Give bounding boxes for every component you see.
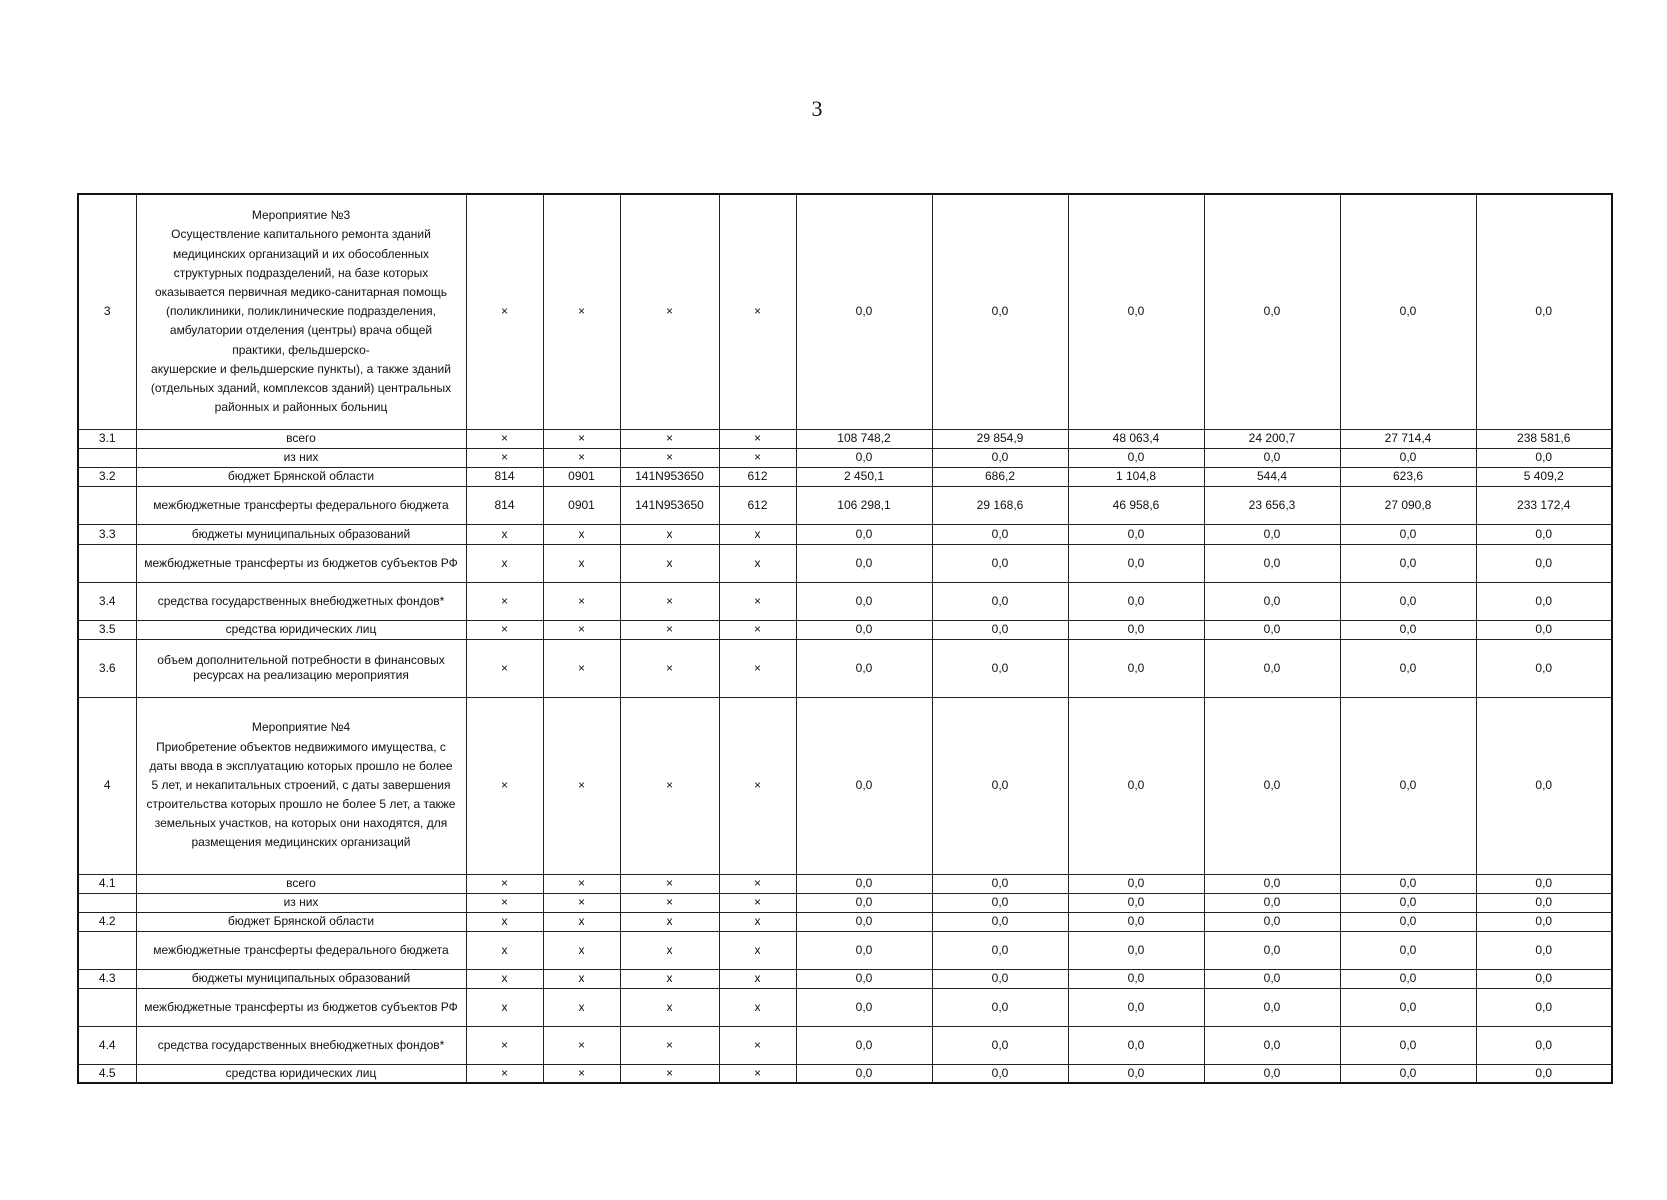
table-row bbox=[78, 969, 1612, 988]
cell-value: 0,0 bbox=[1068, 931, 1204, 969]
cell-glava: × bbox=[466, 1064, 543, 1083]
cell-glava: × bbox=[466, 874, 543, 893]
cell-kcsr: × bbox=[620, 582, 719, 620]
table-row bbox=[78, 524, 1612, 544]
cell-razdel: × bbox=[543, 620, 620, 639]
cell-razdel: x bbox=[543, 988, 620, 1026]
cell-glava: x bbox=[466, 988, 543, 1026]
cell-value: 0,0 bbox=[932, 1026, 1068, 1064]
cell-value: 0,0 bbox=[932, 931, 1068, 969]
cell-vr: × bbox=[719, 893, 796, 912]
table-row bbox=[78, 639, 1612, 697]
row-number bbox=[78, 544, 136, 582]
table-row bbox=[78, 429, 1612, 448]
row-number: 4 bbox=[78, 697, 136, 874]
row-number: 3.3 bbox=[78, 524, 136, 544]
cell-glava: x bbox=[466, 544, 543, 582]
cell-value: 0,0 bbox=[1068, 1064, 1204, 1083]
cell-razdel: × bbox=[543, 1026, 620, 1064]
cell-value: 0,0 bbox=[1340, 697, 1476, 874]
row-description: средства юридических лиц bbox=[136, 620, 466, 639]
cell-kcsr: 141N953650 bbox=[620, 486, 719, 524]
cell-vr: × bbox=[719, 448, 796, 467]
cell-value: 0,0 bbox=[1068, 988, 1204, 1026]
row-description: из них bbox=[136, 893, 466, 912]
cell-glava: × bbox=[466, 429, 543, 448]
cell-value: 0,0 bbox=[1068, 524, 1204, 544]
cell-vr: × bbox=[719, 639, 796, 697]
cell-value: 23 656,3 bbox=[1204, 486, 1340, 524]
cell-razdel: × bbox=[543, 639, 620, 697]
cell-value: 0,0 bbox=[796, 931, 932, 969]
cell-total: 233 172,4 bbox=[1476, 486, 1612, 524]
cell-glava: × bbox=[466, 1026, 543, 1064]
cell-value: 0,0 bbox=[1068, 582, 1204, 620]
row-number: 3.2 bbox=[78, 467, 136, 486]
table-row bbox=[78, 1026, 1612, 1064]
cell-value: 27 090,8 bbox=[1340, 486, 1476, 524]
cell-value: 0,0 bbox=[1340, 988, 1476, 1026]
cell-value: 0,0 bbox=[1204, 969, 1340, 988]
cell-value: 544,4 bbox=[1204, 467, 1340, 486]
cell-vr: × bbox=[719, 1026, 796, 1064]
cell-value: 0,0 bbox=[932, 194, 1068, 429]
cell-value: 1 104,8 bbox=[1068, 467, 1204, 486]
cell-value: 0,0 bbox=[1204, 893, 1340, 912]
cell-total: 0,0 bbox=[1476, 931, 1612, 969]
cell-value: 0,0 bbox=[796, 874, 932, 893]
cell-value: 24 200,7 bbox=[1204, 429, 1340, 448]
cell-kcsr: x bbox=[620, 969, 719, 988]
cell-value: 0,0 bbox=[1204, 448, 1340, 467]
cell-value: 29 854,9 bbox=[932, 429, 1068, 448]
cell-glava: × bbox=[466, 448, 543, 467]
cell-vr: 612 bbox=[719, 467, 796, 486]
table-row bbox=[78, 582, 1612, 620]
cell-total: 0,0 bbox=[1476, 544, 1612, 582]
cell-value: 0,0 bbox=[1340, 448, 1476, 467]
cell-razdel: × bbox=[543, 582, 620, 620]
cell-value: 0,0 bbox=[1340, 1064, 1476, 1083]
cell-value: 0,0 bbox=[1068, 912, 1204, 931]
cell-vr: × bbox=[719, 874, 796, 893]
cell-total: 0,0 bbox=[1476, 620, 1612, 639]
row-number: 3.4 bbox=[78, 582, 136, 620]
cell-value: 0,0 bbox=[796, 969, 932, 988]
cell-vr: × bbox=[719, 620, 796, 639]
cell-value: 0,0 bbox=[932, 524, 1068, 544]
row-number: 4.4 bbox=[78, 1026, 136, 1064]
table-row bbox=[78, 912, 1612, 931]
cell-value: 0,0 bbox=[796, 448, 932, 467]
table-row bbox=[78, 874, 1612, 893]
cell-glava: × bbox=[466, 893, 543, 912]
cell-kcsr: x bbox=[620, 988, 719, 1026]
table-row bbox=[78, 931, 1612, 969]
row-description: средства государственных внебюджетных фондов* bbox=[136, 1026, 466, 1064]
row-description: Мероприятие №4 Приобретение объектов недвижимого имущества, с даты ввода в эксплуатацию которых прошло не более 5 лет, и некапитальных строений, с даты завершения строительства которых прошло не более 5 лет, а также земельных участков, на которых они находятся, для размещения медицинских организаций bbox=[136, 697, 466, 874]
row-description: межбюджетные трансферты федерального бюджета bbox=[136, 931, 466, 969]
cell-value: 0,0 bbox=[796, 582, 932, 620]
cell-value: 0,0 bbox=[1340, 969, 1476, 988]
cell-value: 0,0 bbox=[1204, 639, 1340, 697]
cell-kcsr: × bbox=[620, 194, 719, 429]
cell-razdel: × bbox=[543, 893, 620, 912]
row-number bbox=[78, 448, 136, 467]
table-row bbox=[78, 620, 1612, 639]
row-description: из них bbox=[136, 448, 466, 467]
cell-vr: × bbox=[719, 697, 796, 874]
cell-value: 2 450,1 bbox=[796, 467, 932, 486]
cell-value: 0,0 bbox=[796, 988, 932, 1026]
cell-razdel: × bbox=[543, 874, 620, 893]
budget-table bbox=[77, 193, 1613, 1084]
cell-razdel: × bbox=[543, 448, 620, 467]
cell-value: 0,0 bbox=[1204, 544, 1340, 582]
cell-glava: × bbox=[466, 697, 543, 874]
cell-value: 0,0 bbox=[1340, 931, 1476, 969]
cell-value: 0,0 bbox=[1068, 639, 1204, 697]
cell-value: 0,0 bbox=[796, 912, 932, 931]
cell-glava: × bbox=[466, 582, 543, 620]
row-number bbox=[78, 931, 136, 969]
cell-value: 0,0 bbox=[796, 1064, 932, 1083]
cell-glava: x bbox=[466, 524, 543, 544]
cell-value: 0,0 bbox=[1068, 448, 1204, 467]
cell-value: 0,0 bbox=[1204, 620, 1340, 639]
cell-value: 48 063,4 bbox=[1068, 429, 1204, 448]
cell-value: 108 748,2 bbox=[796, 429, 932, 448]
cell-razdel: x bbox=[543, 931, 620, 969]
row-description: средства государственных внебюджетных фондов* bbox=[136, 582, 466, 620]
cell-glava: 814 bbox=[466, 486, 543, 524]
cell-total: 0,0 bbox=[1476, 874, 1612, 893]
table-row bbox=[78, 697, 1612, 874]
row-description: всего bbox=[136, 429, 466, 448]
cell-razdel: x bbox=[543, 912, 620, 931]
cell-value: 0,0 bbox=[1068, 194, 1204, 429]
table-row bbox=[78, 988, 1612, 1026]
cell-value: 0,0 bbox=[1340, 639, 1476, 697]
cell-value: 27 714,4 bbox=[1340, 429, 1476, 448]
cell-value: 0,0 bbox=[796, 893, 932, 912]
cell-value: 0,0 bbox=[1068, 1026, 1204, 1064]
cell-razdel: × bbox=[543, 1064, 620, 1083]
row-number: 4.2 bbox=[78, 912, 136, 931]
cell-glava: x bbox=[466, 969, 543, 988]
cell-total: 5 409,2 bbox=[1476, 467, 1612, 486]
cell-value: 686,2 bbox=[932, 467, 1068, 486]
cell-value: 0,0 bbox=[932, 912, 1068, 931]
table-row bbox=[78, 893, 1612, 912]
cell-value: 0,0 bbox=[796, 1026, 932, 1064]
table-row bbox=[78, 194, 1612, 429]
cell-value: 0,0 bbox=[932, 988, 1068, 1026]
table-row bbox=[78, 544, 1612, 582]
cell-glava: × bbox=[466, 194, 543, 429]
table-row bbox=[78, 1064, 1612, 1083]
row-number: 3 bbox=[78, 194, 136, 429]
cell-kcsr: × bbox=[620, 697, 719, 874]
cell-razdel: x bbox=[543, 544, 620, 582]
row-number bbox=[78, 486, 136, 524]
table-row bbox=[78, 448, 1612, 467]
row-description: бюджеты муниципальных образований bbox=[136, 969, 466, 988]
cell-value: 0,0 bbox=[1204, 194, 1340, 429]
cell-vr: × bbox=[719, 429, 796, 448]
cell-value: 0,0 bbox=[1068, 969, 1204, 988]
table-row bbox=[78, 467, 1612, 486]
cell-value: 0,0 bbox=[1204, 912, 1340, 931]
cell-glava: x bbox=[466, 931, 543, 969]
cell-kcsr: x bbox=[620, 912, 719, 931]
cell-value: 0,0 bbox=[1068, 874, 1204, 893]
cell-value: 0,0 bbox=[1340, 620, 1476, 639]
cell-total: 0,0 bbox=[1476, 1064, 1612, 1083]
row-number bbox=[78, 988, 136, 1026]
cell-value: 0,0 bbox=[1340, 524, 1476, 544]
cell-value: 0,0 bbox=[796, 194, 932, 429]
cell-value: 0,0 bbox=[1204, 1064, 1340, 1083]
cell-total: 0,0 bbox=[1476, 524, 1612, 544]
cell-vr: x bbox=[719, 912, 796, 931]
cell-total: 0,0 bbox=[1476, 988, 1612, 1026]
cell-razdel: 0901 bbox=[543, 467, 620, 486]
cell-value: 0,0 bbox=[932, 969, 1068, 988]
cell-value: 0,0 bbox=[1340, 544, 1476, 582]
row-number: 3.6 bbox=[78, 639, 136, 697]
cell-value: 0,0 bbox=[1204, 697, 1340, 874]
cell-value: 0,0 bbox=[932, 620, 1068, 639]
row-description: межбюджетные трансферты из бюджетов субъектов РФ bbox=[136, 988, 466, 1026]
cell-vr: x bbox=[719, 544, 796, 582]
cell-total: 0,0 bbox=[1476, 448, 1612, 467]
cell-total: 0,0 bbox=[1476, 582, 1612, 620]
cell-value: 0,0 bbox=[796, 639, 932, 697]
cell-value: 0,0 bbox=[932, 697, 1068, 874]
cell-total: 0,0 bbox=[1476, 1026, 1612, 1064]
cell-value: 0,0 bbox=[1340, 874, 1476, 893]
cell-value: 0,0 bbox=[932, 1064, 1068, 1083]
cell-value: 0,0 bbox=[1204, 874, 1340, 893]
cell-value: 0,0 bbox=[1204, 524, 1340, 544]
cell-value: 0,0 bbox=[1340, 893, 1476, 912]
cell-value: 0,0 bbox=[932, 893, 1068, 912]
cell-value: 0,0 bbox=[1068, 697, 1204, 874]
cell-value: 0,0 bbox=[1340, 912, 1476, 931]
cell-value: 0,0 bbox=[932, 874, 1068, 893]
cell-razdel: x bbox=[543, 524, 620, 544]
cell-total: 238 581,6 bbox=[1476, 429, 1612, 448]
cell-kcsr: x bbox=[620, 931, 719, 969]
row-description: объем дополнительной потребности в финансовых ресурсах на реализацию мероприятия bbox=[136, 639, 466, 697]
cell-glava: × bbox=[466, 620, 543, 639]
cell-total: 0,0 bbox=[1476, 194, 1612, 429]
row-description: средства юридических лиц bbox=[136, 1064, 466, 1083]
cell-kcsr: × bbox=[620, 620, 719, 639]
cell-value: 0,0 bbox=[1204, 931, 1340, 969]
cell-vr: x bbox=[719, 931, 796, 969]
cell-vr: × bbox=[719, 194, 796, 429]
cell-value: 0,0 bbox=[1068, 893, 1204, 912]
page-number: 3 bbox=[811, 96, 823, 121]
cell-kcsr: × bbox=[620, 448, 719, 467]
cell-value: 29 168,6 bbox=[932, 486, 1068, 524]
cell-vr: 612 bbox=[719, 486, 796, 524]
cell-kcsr: × bbox=[620, 893, 719, 912]
cell-value: 0,0 bbox=[932, 544, 1068, 582]
row-description: бюджеты муниципальных образований bbox=[136, 524, 466, 544]
cell-value: 623,6 bbox=[1340, 467, 1476, 486]
cell-vr: x bbox=[719, 988, 796, 1026]
cell-total: 0,0 bbox=[1476, 912, 1612, 931]
cell-vr: × bbox=[719, 582, 796, 620]
cell-razdel: × bbox=[543, 697, 620, 874]
row-description: Мероприятие №3 Осуществление капитального ремонта зданий медицинских организаций и их обособленных структурных подразделений, на базе которых оказывается первичная медико-санитарная помощь (поликлиники, поликлинические подразделения, амбулатории отделения (центры) врача общей практики, фельдшерско- акушерские и фельдшерские пункты), а также зданий (отдельных зданий, комплексов зданий) центральных районных и районных больниц bbox=[136, 194, 466, 429]
row-number: 3.5 bbox=[78, 620, 136, 639]
cell-glava: 814 bbox=[466, 467, 543, 486]
cell-value: 0,0 bbox=[1068, 544, 1204, 582]
cell-value: 106 298,1 bbox=[796, 486, 932, 524]
row-number: 4.3 bbox=[78, 969, 136, 988]
cell-value: 0,0 bbox=[1340, 582, 1476, 620]
row-number: 4.1 bbox=[78, 874, 136, 893]
cell-value: 0,0 bbox=[1204, 582, 1340, 620]
row-description: межбюджетные трансферты из бюджетов субъектов РФ bbox=[136, 544, 466, 582]
cell-value: 0,0 bbox=[1340, 194, 1476, 429]
cell-glava: x bbox=[466, 912, 543, 931]
table-row bbox=[78, 486, 1612, 524]
cell-glava: × bbox=[466, 639, 543, 697]
cell-value: 0,0 bbox=[796, 697, 932, 874]
cell-kcsr: x bbox=[620, 544, 719, 582]
cell-value: 0,0 bbox=[932, 582, 1068, 620]
cell-value: 0,0 bbox=[796, 620, 932, 639]
cell-kcsr: × bbox=[620, 1026, 719, 1064]
cell-kcsr: × bbox=[620, 429, 719, 448]
cell-vr: × bbox=[719, 1064, 796, 1083]
cell-vr: x bbox=[719, 969, 796, 988]
cell-razdel: x bbox=[543, 969, 620, 988]
cell-value: 0,0 bbox=[932, 639, 1068, 697]
cell-value: 0,0 bbox=[796, 524, 932, 544]
row-number: 4.5 bbox=[78, 1064, 136, 1083]
cell-kcsr: × bbox=[620, 1064, 719, 1083]
row-description: межбюджетные трансферты федерального бюджета bbox=[136, 486, 466, 524]
cell-kcsr: × bbox=[620, 874, 719, 893]
cell-value: 46 958,6 bbox=[1068, 486, 1204, 524]
row-number bbox=[78, 893, 136, 912]
cell-total: 0,0 bbox=[1476, 639, 1612, 697]
cell-total: 0,0 bbox=[1476, 893, 1612, 912]
cell-vr: x bbox=[719, 524, 796, 544]
cell-value: 0,0 bbox=[1204, 1026, 1340, 1064]
cell-kcsr: × bbox=[620, 639, 719, 697]
cell-razdel: × bbox=[543, 194, 620, 429]
cell-kcsr: x bbox=[620, 524, 719, 544]
cell-total: 0,0 bbox=[1476, 697, 1612, 874]
cell-value: 0,0 bbox=[1340, 1026, 1476, 1064]
row-number: 3.1 bbox=[78, 429, 136, 448]
cell-kcsr: 141N953650 bbox=[620, 467, 719, 486]
cell-razdel: × bbox=[543, 429, 620, 448]
cell-razdel: 0901 bbox=[543, 486, 620, 524]
cell-value: 0,0 bbox=[1068, 620, 1204, 639]
cell-total: 0,0 bbox=[1476, 969, 1612, 988]
row-description: бюджет Брянской области bbox=[136, 912, 466, 931]
row-description: бюджет Брянской области bbox=[136, 467, 466, 486]
cell-value: 0,0 bbox=[932, 448, 1068, 467]
cell-value: 0,0 bbox=[796, 544, 932, 582]
cell-value: 0,0 bbox=[1204, 988, 1340, 1026]
row-description: всего bbox=[136, 874, 466, 893]
